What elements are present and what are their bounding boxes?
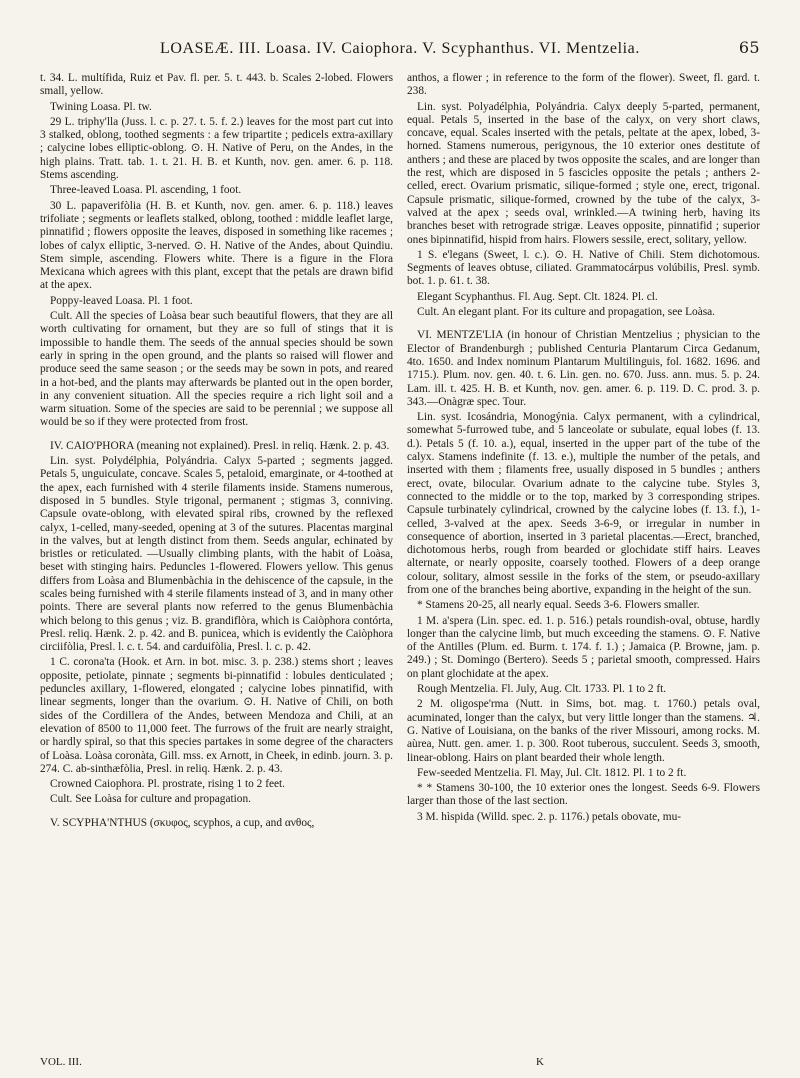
paragraph: Elegant Scyphanthus. Fl. Aug. Sept. Clt. 1824. Pl. cl. [417, 290, 658, 303]
genus-heading: VI. MENTZE'LIA (in honour of Christian Mentzelius ; physician to the Elector of Brandenburgh ; published Centuria Plantarum Circa Gedanum, 4to. 1650. and Index nominum Plantarum Multilinguis, fol. 1682. 1696. and 1715.). Plum. nov. gen. 40. t. 6. Lin. gen. no. 670. Juss. ann. mus. 5. p. 24. Lam. ill. t. 425. H. B. et Kunth, nov. gen. amer. 6. p. 119. D. C. prod. 3. p. 343.—Onàgræ spec. Tour. [407, 329, 760, 408]
paragraph: Lin. syst. Polyadélphia, Polyándria. Calyx deeply 5-parted, permanent, equal. Petals 5, inserted in the base of the calyx, on very short claws, concave, equal. Scales inserted with the petals, peltate at the apex, lobed, 3-horned. Stamens numerous, perigynous, the 10 exterior ones destitute of anthers ; and these are placed by twos opposite the scales, and are longer than the rest, which are disposed in 5 fascicles opposite the petals ; anthers 2-celled, erect. Ovarium prismatic, silique-formed ; style one, erect, trigonal. Capsule prismatic, silique-formed, crowned by the tube of the calyx, 3-valved at the apex ; seeds oval, wrinkled.—A twining herb, having its branches beset with retrograde strigæ. Leaves opposite, pinnatifid ; superior ones bipinnatifid, hispid from hairs. Flowers sessile, erect, solitary, yellow. [407, 100, 760, 246]
text-columns [40, 72, 760, 830]
paragraph: Twining Loasa. Pl. tw. [50, 100, 152, 113]
paragraph: Cult. All the species of Loàsa bear such beautiful flowers, that they are all worth cultivating for ornament, but they are so full of stings that it is impossible to handle them. The seeds of the annual species should be sown early in spring in the open ground, and the plants so raised will flower and produce seed the same season ; or the seeds may be sown in pots, and reared in a hot-bed, and the plants may afterwards be planted out in the open border, in any convenient situation. All the species require a rich light soil and a warm situation. Some of the species are said to be perennial ; we suppose all would be so if they were protected from frost. [40, 310, 393, 429]
paragraph: Crowned Caiophora. Pl. prostrate, rising 1 to 2 feet. [50, 778, 286, 791]
paragraph: Poppy-leaved Loasa. Pl. 1 foot. [50, 294, 193, 307]
right-column [407, 72, 760, 830]
paragraph: 2 M. oligospe'rma (Nutt. in Sims, bot. mag. t. 1760.) petals oval, acuminated, longer than the calyx, but very little longer than the stamens. ♃. G. Native of Louisiana, on the banks of the river Missouri, among rocks. M. aùrea, Nutt. gen. amer. 1. p. 300. Root tuberous, succulent. Seeds 3, smooth, linear-oblong. Hairs on plant bearded their whole length. [407, 698, 760, 764]
paragraph: Cult. See Loàsa for culture and propagation. [50, 793, 251, 806]
paragraph: 1 M. a'spera (Lin. spec. ed. 1. p. 516.) petals roundish-oval, obtuse, hardly longer than the calycine limb, but much exceeding the stamens. ⊙. F. Native of the Antilles (Plum. ed. Burm. t. 174. f. 1.) ; Jamaica (P. Browne, jam. p. 249.) ; St. Domingo (Bertero). Seeds 5 ; parietal smooth, compressed. Hairs on plant glochidate at the apex. [407, 614, 760, 680]
paragraph: 30 L. papaverifòlia (H. B. et Kunth, nov. gen. amer. 6. p. 118.) leaves trifoliate ; segments or leaflets stalked, oblong, toothed : middle leaflet large, pinnatifid ; flowers opposite the leaves, disposed in something like racemes ; lobes of calyx elliptic, 3-nerved. ⊙. H. Native of the Andes, about Quindiu. Stem simple, ascending. Flowers white. There is a figure in the Flora Mexicana which agrees with this plant, except that the petals are drawn bifid at the apex. [40, 199, 393, 292]
genus-heading: IV. CAIO'PHORA (meaning not explained). Presl. in reliq. Hænk. 2. p. 43. [50, 439, 390, 452]
signature-mark: K [536, 1056, 544, 1068]
paragraph: Rough Mentzelia. Fl. July, Aug. Clt. 1733. Pl. 1 to 2 ft. [417, 683, 667, 696]
paragraph: anthos, a flower ; in reference to the form of the flower). Sweet, fl. gard. t. 238. [407, 72, 760, 98]
genus-heading: V. SCYPHA'NTHUS (σκυφος, scyphos, a cup, and ανθος, [50, 816, 315, 829]
header-title: LOASEÆ. III. Loasa. IV. Caiophora. V. Scyphanthus. VI. Mentzelia. [160, 40, 640, 57]
running-header [40, 38, 760, 58]
page-number: 65 [738, 38, 760, 57]
section-heading: * Stamens 20-25, all nearly equal. Seeds 3-6. Flowers smaller. [417, 599, 700, 612]
paragraph: 29 L. triphy'lla (Juss. l. c. p. 27. t. 5. f. 2.) leaves for the most part cut into 3 stalked, oblong, toothed segments : a few tripartite ; pedicels extra-axillary ; calycine lobes elliptic-oblong. ⊙. H. Native of Peru, on the Andes, in the high plains. Tratt. tab. 1. t. 21. H. B. et Kunth, nov. gen. amer. 6. p. 118. Stems ascending. [40, 115, 393, 182]
paragraph: Cult. An elegant plant. For its culture and propagation, see Loàsa. [417, 306, 716, 319]
left-column [40, 72, 393, 830]
paragraph: Few-seeded Mentzelia. Fl. May, Jul. Clt. 1812. Pl. 1 to 2 ft. [417, 766, 687, 779]
section-heading: * * Stamens 30-100, the 10 exterior ones the longest. Seeds 6-9. Flowers larger than those of the last section. [407, 782, 760, 808]
paragraph: 1 S. e'legans (Sweet, l. c.). ⊙. H. Native of Chili. Stem dichotomous. Segments of leaves obtuse, ciliated. Grammatocárpus volúbilis, Presl. symb. bot. 1. p. 61. t. 38. [407, 248, 760, 288]
volume-label: VOL. III. [40, 1056, 82, 1068]
paragraph: 3 M. hìspida (Willd. spec. 2. p. 1176.) petals obovate, mu- [417, 810, 682, 823]
paragraph: 1 C. corona'ta (Hook. et Arn. in bot. misc. 3. p. 238.) stems short ; leaves opposite, petiolate, pinnate ; segments bi-pinnatifid : lobules denticulated ; peduncles axillary, 1-flowered, elongated ; calycine lobes pinnatifid, with linear segments, longer than the ovarium. ⊙. H. Native of Chili, on both sides of the Cordillera of the Andes, between Mendoza and Chili, at an elevation of 8500 to 11,000 feet. The furrows of the fruit are nearly straight, or hardly spiral, so that this species partakes in some degree of the characters of Loàsa. Loàsa coronàta, Gill. mss. ex Arnott, in Cheek, in edinb. journ. 3. p. 274. C. ab-sinthæfòlia, Presl. in reliq. Hænk. 2. p. 43. [40, 656, 393, 775]
paragraph: Lin. syst. Icosándria, Monogýnia. Calyx permanent, with a cylindrical, somewhat 5-furrowed tube, and 5 lanceolate or subulate, equal lobes (f. 13. d.). Petals 5 (f. 10. a.), equal, inserted in the upper part of the tube of the calyx. Stamens indefinite (f. 13. e.), multiple the number of the petals, and inserted with them ; filaments free, usually disposed in 5 bundles ; anthers erect, ovate, bilocular. Ovarium adnate to the calycine tube. Styles 3, connected to the middle or to the top, marked by 3 corresponding stripes. Capsule turbinately cylindrical, crowned by the calycine lobes (f. 13. f.), 1-celled, 3-valved at the apex. Seeds 3-6-9, or irregular in number in consequence of abortion, inserted in 3 parietal placentas.—Erect, branched, dichotomous herbs, rough from bearded or glochidate stiff hairs. Leaves alternate, or nearly opposite, coarsely toothed. Flowers of a deep orange colour, solitary, almost sessile in the forks of the stem, or pseudo-axillary from one of the branches being abortive, expanding in the height of the sun. [407, 411, 760, 596]
paragraph: Lin. syst. Polydélphia, Polyándria. Calyx 5-parted ; segments jagged. Petals 5, unguiculate, concave. Scales 5, petaloid, emarginate, or 4-toothed at the apex, each furnished with 4 sterile filaments inside. Stamens numerous, disposed in 5 bundles. Style trigonal, permanent ; stigmas 3, conniving. Capsule ovate-oblong, with elevated spiral ribs, crowned by the reflexed calyx, 1-celled, many-seeded, opening at 3 of the sutures. Placentas marginal in the valves, but at length distinct from them. Seeds angular, echinated by bristles or reticulated. —Usually climbing plants, with the habit of Loàsa, beset with stinging hairs. Peduncles 1-flowered. Flowers yellow. This genus differs from Loàsa and Blumenbàchia in the dehiscence of the capsule, in the scales being furnished with 4 sterile filaments instead of 3, and in many other points. There are several plants now referred to the genus Blumenbàchia which belong to this genus ; viz. B. grandiflòra, which is Caiòphora contórta, Presl. reliq. Hænk. 2. p. 42. and B. punìcea, which is evidently the Caiòphora circiifòlia, Presl. l. c. t. 54. and carduifòlia, Presl. l. c. p. 42. [40, 455, 393, 654]
paragraph: t. 34. L. multífida, Ruiz et Pav. fl. per. 5. t. 443. b. Scales 2-lobed. Flowers small, yellow. [40, 72, 393, 98]
paragraph: Three-leaved Loasa. Pl. ascending, 1 foot. [50, 184, 242, 197]
